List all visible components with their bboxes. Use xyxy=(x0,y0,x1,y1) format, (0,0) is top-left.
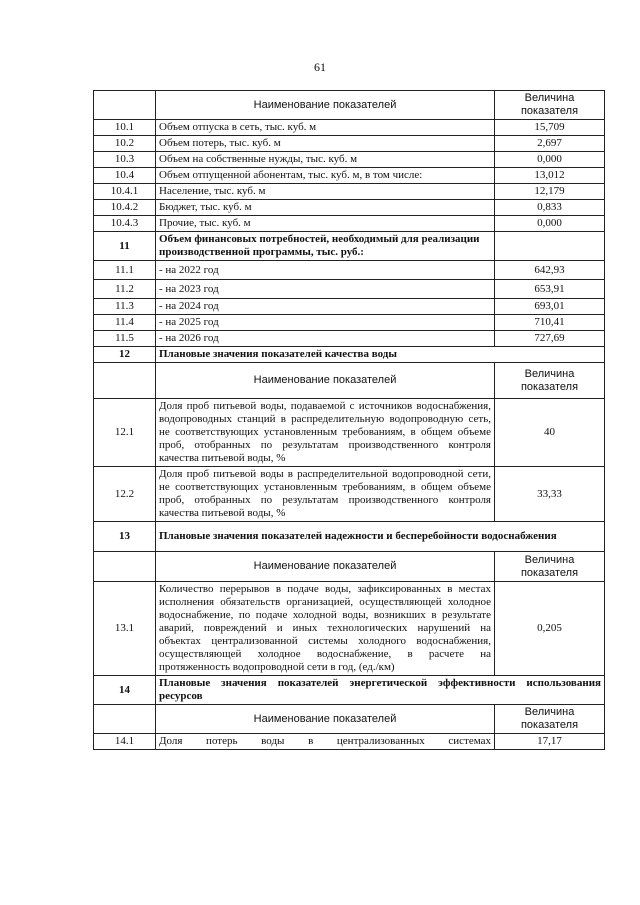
row-name: Прочие, тыс. куб. м xyxy=(156,216,495,232)
row-name: Население, тыс. куб. м xyxy=(156,184,495,200)
table-row xyxy=(94,582,605,676)
row-number: 10.4.1 xyxy=(94,184,156,200)
page-number: 61 xyxy=(314,60,326,74)
row-value: 0,205 xyxy=(495,582,605,676)
row-value: 642,93 xyxy=(495,261,605,280)
row-number: 12.1 xyxy=(94,399,156,467)
indicators-table xyxy=(93,90,605,750)
row-value: 12,179 xyxy=(495,184,605,200)
table-row xyxy=(94,136,605,152)
row-value: 2,697 xyxy=(495,136,605,152)
row-value: 0,000 xyxy=(495,216,605,232)
row-number: 13.1 xyxy=(94,582,156,676)
row-value: 0,000 xyxy=(495,152,605,168)
header-value: Величина показателя xyxy=(495,552,605,582)
table-row xyxy=(94,331,605,347)
row-value: 15,709 xyxy=(495,120,605,136)
table-row xyxy=(94,168,605,184)
row-value: 653,91 xyxy=(495,280,605,299)
section-row xyxy=(94,676,605,705)
header-empty-cell xyxy=(94,552,156,582)
table-row xyxy=(94,152,605,168)
table-row xyxy=(94,467,605,522)
row-value: 693,01 xyxy=(495,299,605,315)
table-header-row xyxy=(94,91,605,120)
row-value: 40 xyxy=(495,399,605,467)
section-row xyxy=(94,232,605,261)
section-empty-cell xyxy=(495,232,605,261)
row-value: 0,833 xyxy=(495,200,605,216)
table-row xyxy=(94,299,605,315)
header-empty-cell xyxy=(94,91,156,120)
row-number: 10.4.2 xyxy=(94,200,156,216)
row-value: 33,33 xyxy=(495,467,605,522)
row-name: Объем потерь, тыс. куб. м xyxy=(156,136,495,152)
section-row xyxy=(94,522,605,552)
row-name: Объем на собственные нужды, тыс. куб. м xyxy=(156,152,495,168)
row-number: 11.5 xyxy=(94,331,156,347)
row-number: 11.4 xyxy=(94,315,156,331)
row-value: 17,17 xyxy=(495,734,605,750)
row-number: 10.1 xyxy=(94,120,156,136)
header-name: Наименование показателей xyxy=(156,363,495,399)
row-number: 11.2 xyxy=(94,280,156,299)
section-title: Плановые значения показателей качества воды xyxy=(156,347,605,363)
row-number: 10.4 xyxy=(94,168,156,184)
row-number: 10.3 xyxy=(94,152,156,168)
section-number: 11 xyxy=(94,232,156,261)
table-row xyxy=(94,315,605,331)
row-value: 710,41 xyxy=(495,315,605,331)
row-name: Бюджет, тыс. куб. м xyxy=(156,200,495,216)
table-row xyxy=(94,399,605,467)
row-value: 727,69 xyxy=(495,331,605,347)
row-name: Доля потерь воды в централизованных системах xyxy=(156,734,495,750)
row-name: - на 2026 год xyxy=(156,331,495,347)
row-name: - на 2025 год xyxy=(156,315,495,331)
header-empty-cell xyxy=(94,363,156,399)
header-empty-cell xyxy=(94,705,156,734)
row-number: 14.1 xyxy=(94,734,156,750)
header-name: Наименование показателей xyxy=(156,552,495,582)
row-value: 13,012 xyxy=(495,168,605,184)
row-number: 12.2 xyxy=(94,467,156,522)
table-header-row xyxy=(94,552,605,582)
header-value: Величина показателя xyxy=(495,705,605,734)
header-value: Величина показателя xyxy=(495,363,605,399)
table-row xyxy=(94,200,605,216)
row-name: - на 2023 год xyxy=(156,280,495,299)
section-title: Объем финансовых потребностей, необходимый для реализации производственной программы, тыс. руб.: xyxy=(156,232,495,261)
section-title: Плановые значения показателей надежности и бесперебойности водоснабжения xyxy=(156,522,605,552)
table-row xyxy=(94,216,605,232)
row-name: Объем отпуска в сеть, тыс. куб. м xyxy=(156,120,495,136)
row-name: Доля проб питьевой воды в распределительной водопроводной сети, не соответствующих установленным требованиям, в общем объеме проб, отобранных по результатам производственного контроля качества питьевой воды, % xyxy=(156,467,495,522)
row-number: 11.3 xyxy=(94,299,156,315)
row-name: Количество перерывов в подаче воды, зафиксированных в местах исполнения обязательств организацией, осуществляющей холодное водоснабжение, по подаче холодной воды, возникших в результате аварий, повреждений и иных технологических нарушений на объектах централизованной системы холодного водоснабжения, осуществляющей холодное водоснабжение, в расчете на протяженность водопроводной сети в год, (ед./км) xyxy=(156,582,495,676)
header-value: Величина показателя xyxy=(495,91,605,120)
table-row xyxy=(94,261,605,280)
section-number: 12 xyxy=(94,347,156,363)
row-name: Объем отпущенной абонентам, тыс. куб. м, в том числе: xyxy=(156,168,495,184)
row-name: Доля проб питьевой воды, подаваемой с источников водоснабжения, водопроводных станций в распределительную водопроводную сеть, не соответствующих установленным требованиям, в общем объеме проб, отобранных по результатам производственного контроля качества питьевой воды, % xyxy=(156,399,495,467)
row-name: - на 2022 год xyxy=(156,261,495,280)
table-header-row xyxy=(94,705,605,734)
table-row xyxy=(94,734,605,750)
table-row xyxy=(94,184,605,200)
header-name: Наименование показателей xyxy=(156,91,495,120)
section-row xyxy=(94,347,605,363)
section-title: Плановые значения показателей энергетической эффективности использования ресурсов xyxy=(156,676,605,705)
table-row xyxy=(94,120,605,136)
row-number: 11.1 xyxy=(94,261,156,280)
row-number: 10.4.3 xyxy=(94,216,156,232)
section-number: 14 xyxy=(94,676,156,705)
section-number: 13 xyxy=(94,522,156,552)
row-name: - на 2024 год xyxy=(156,299,495,315)
table-header-row xyxy=(94,363,605,399)
row-number: 10.2 xyxy=(94,136,156,152)
header-name: Наименование показателей xyxy=(156,705,495,734)
table-row xyxy=(94,280,605,299)
